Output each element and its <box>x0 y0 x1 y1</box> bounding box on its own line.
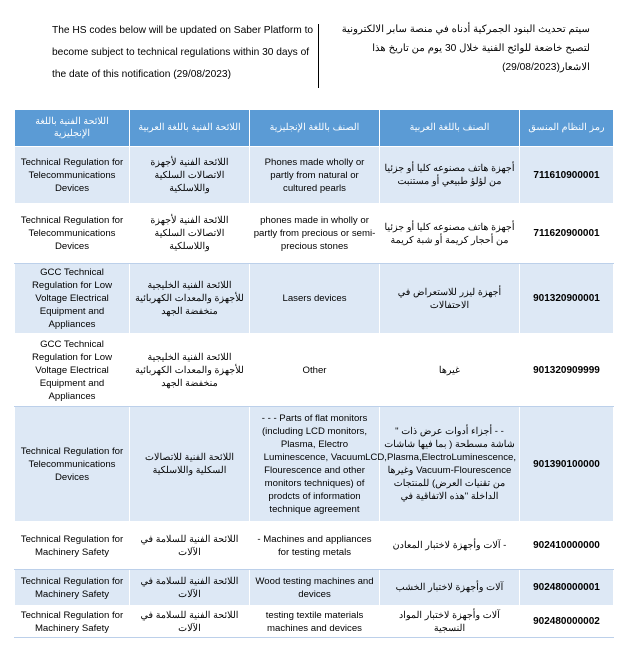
table-row <box>15 204 614 264</box>
cell-regulation-english: Technical Regulation for Telecommunications Devices <box>15 407 130 522</box>
notice-english-line: The HS codes below will be updated on Saber Platform to <box>52 25 314 36</box>
cell-regulation-english: Technical Regulation for Machinery Safety <box>15 570 130 606</box>
notice-divider <box>318 24 319 88</box>
cell-regulation-arabic: اللائحة الفنية للسلامة في الآلات <box>130 606 250 638</box>
notice-arabic <box>326 20 590 77</box>
cell-regulation-arabic: اللائحة الفنية الخليجية للأجهزة والمعدات الكهربائية منخفضة الجهد <box>130 334 250 407</box>
table-row <box>15 147 614 204</box>
cell-item-arabic: غيرها <box>380 334 520 407</box>
cell-item-english: Wood testing machines and devices <box>250 570 380 606</box>
cell-regulation-arabic: اللائحة الفنية للاتصالات السكلية واللاسلكية <box>130 407 250 522</box>
cell-regulation-english: Technical Regulation for Machinery Safety <box>15 522 130 570</box>
cell-regulation-arabic: اللائحة الفنية لأجهزة الاتصالات السلكية واللاسلكية <box>130 147 250 204</box>
cell-item-english: Lasers devices <box>250 264 380 334</box>
header-item-arabic: الصنف باللغة العربية <box>380 110 520 147</box>
cell-item-arabic: آلات وأجهزة لاختبار المواد النسجية <box>380 606 520 638</box>
notice-english-line: become subject to technical regulations within 30 days of <box>52 47 310 58</box>
table-row <box>15 264 614 334</box>
cell-regulation-english: GCC Technical Regulation for Low Voltage Electrical Equipment and Appliances <box>15 264 130 334</box>
header-regulation-arabic: اللائحة الفنية باللغة العربية <box>130 110 250 147</box>
cell-item-english: Phones made wholly or partly from natural or cultured pearls <box>250 147 380 204</box>
cell-regulation-arabic: اللائحة الفنية لأجهزة الاتصالات السلكية واللاسلكية <box>130 204 250 264</box>
cell-item-arabic: - - أجزاء أدوات عرض ذات " شاشة مسطحة ( بما فيها شاشات LCD,Plasma,ElectroLuminescence, Vacuum-Flourescence وغيرها من تقنيات العرض) للمنتجات الداخلة "هذه الاتفاقية في <box>380 407 520 522</box>
header-hs-code: رمز النظام المنسق <box>520 110 614 147</box>
header-item-english: الصنف باللغة الإنجليزية <box>250 110 380 147</box>
cell-hs-code: 711610900001 <box>520 147 614 204</box>
table-row <box>15 606 614 638</box>
hs-codes-table <box>14 109 614 638</box>
cell-hs-code: 901390100000 <box>520 407 614 522</box>
cell-item-english: phones made in wholly or partly from precious or semi-precious stones <box>250 204 380 264</box>
notice-english-line: the date of this notification (29/08/2023) <box>52 69 231 80</box>
table-header-row <box>15 110 614 147</box>
notice-arabic-line: لتصبح خاضعة للوائح الفنية خلال 30 يوم من تاريخ هذا <box>372 43 590 54</box>
cell-regulation-english: Technical Regulation for Telecommunications Devices <box>15 204 130 264</box>
notice-english <box>52 20 322 86</box>
cell-item-arabic: أجهزة هاتف مصنوعه كليا أو جزئيا من لؤلؤ طبيعي أو مستنبت <box>380 147 520 204</box>
cell-item-english: Other <box>250 334 380 407</box>
cell-item-arabic: - آلات وأجهزة لاختبار المعادن <box>380 522 520 570</box>
table-row <box>15 407 614 522</box>
cell-hs-code: 902480000001 <box>520 570 614 606</box>
cell-hs-code: 902410000000 <box>520 522 614 570</box>
cell-hs-code: 901320900001 <box>520 264 614 334</box>
header-regulation-english: اللائحة الفنية باللغة الإنجليزية <box>15 110 130 147</box>
table-row <box>15 522 614 570</box>
cell-regulation-english: GCC Technical Regulation for Low Voltage Electrical Equipment and Appliances <box>15 334 130 407</box>
cell-hs-code: 901320909999 <box>520 334 614 407</box>
cell-item-english: testing textile materials machines and devices <box>250 606 380 638</box>
cell-item-arabic: آلات وأجهزة لاختبار الخشب <box>380 570 520 606</box>
cell-item-arabic: أجهزة ليزر للاستعراض في الاحتفالات <box>380 264 520 334</box>
notice-arabic-line: سيتم تحديث البنود الجمركية أدناه في منصة سابر الالكترونية <box>341 24 590 35</box>
cell-regulation-english: Technical Regulation for Telecommunications Devices <box>15 147 130 204</box>
cell-regulation-arabic: اللائحة الفنية للسلامة في الآلات <box>130 570 250 606</box>
cell-hs-code: 902480000002 <box>520 606 614 638</box>
notice-header <box>0 0 629 100</box>
table-row <box>15 570 614 606</box>
cell-item-english: - Machines and appliances for testing metals <box>250 522 380 570</box>
cell-item-arabic: أجهزة هاتف مصنوعه كليا أو جزئيا من أحجار كريمة أو شبة كريمة <box>380 204 520 264</box>
cell-hs-code: 711620900001 <box>520 204 614 264</box>
cell-regulation-arabic: اللائحة الفنية الخليجية للأجهزة والمعدات الكهربائية منخفضة الجهد <box>130 264 250 334</box>
cell-item-english: - - - Parts of flat monitors (including LCD monitors, Plasma, Electro Luminescence, Vacuum Flourescence and other monitors techniques) of prodcts of information technique agreement <box>250 407 380 522</box>
cell-regulation-english: Technical Regulation for Machinery Safety <box>15 606 130 638</box>
cell-regulation-arabic: اللائحة الفنية للسلامة في الآلات <box>130 522 250 570</box>
notice-arabic-line: الاشعار(29/08/2023) <box>502 62 590 73</box>
table-row <box>15 334 614 407</box>
